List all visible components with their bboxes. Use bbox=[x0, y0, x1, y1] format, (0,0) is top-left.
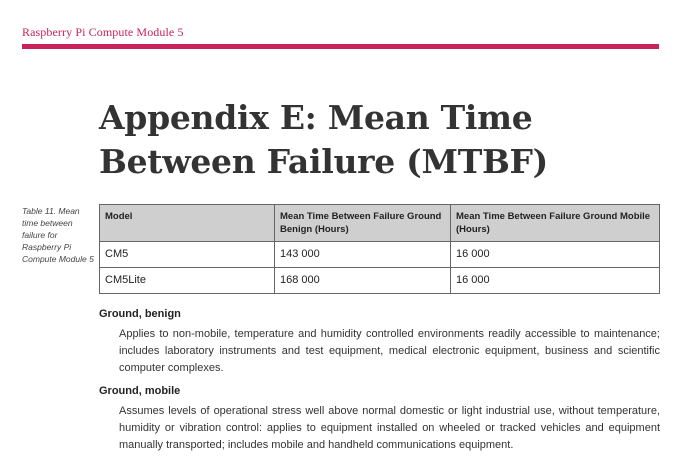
section-heading-ground-benign: Ground, benign bbox=[99, 308, 181, 320]
table-caption: Table 11. Mean time between failure for Raspberry Pi Compute Module 5 bbox=[22, 206, 94, 264]
section-body-ground-mobile: Assumes levels of operational stress well above normal domestic or light industrial use, without temperature, humidity or vibration control: applies to equipment installed on wheeled or tracked vehicles and equipment manually transported; includes mobile and handheld communications equipment. bbox=[119, 405, 660, 451]
column-header-ground-benign: Mean Time Between Failure Ground Benign (Hours) bbox=[275, 205, 451, 242]
table-cell-ground-mobile: 16 000 bbox=[451, 268, 660, 294]
section-heading-ground-mobile: Ground, mobile bbox=[99, 385, 181, 397]
table-cell-ground-mobile: 16 000 bbox=[451, 242, 660, 268]
header-title: Raspberry Pi Compute Module 5 bbox=[22, 25, 184, 39]
table-row bbox=[100, 268, 660, 294]
table-cell-ground-benign: 168 000 bbox=[275, 268, 451, 294]
table-header-row bbox=[100, 205, 660, 242]
header-rule bbox=[22, 44, 659, 49]
table-cell-model: CM5Lite bbox=[100, 268, 275, 294]
table-cell-ground-benign: 143 000 bbox=[275, 242, 451, 268]
table-row bbox=[100, 242, 660, 268]
section-body-ground-benign: Applies to non-mobile, temperature and humidity controlled environments readily accessible to maintenance; includes laboratory instruments and test equipment, medical electronic equipment, business and scientific computer complexes. bbox=[119, 328, 660, 374]
page-title: Appendix E: Mean Time Between Failure (MTBF) bbox=[99, 98, 548, 181]
mtbf-table bbox=[99, 204, 660, 294]
column-header-ground-mobile: Mean Time Between Failure Ground Mobile (Hours) bbox=[451, 205, 660, 242]
table-cell-model: CM5 bbox=[100, 242, 275, 268]
column-header-model: Model bbox=[100, 205, 275, 242]
